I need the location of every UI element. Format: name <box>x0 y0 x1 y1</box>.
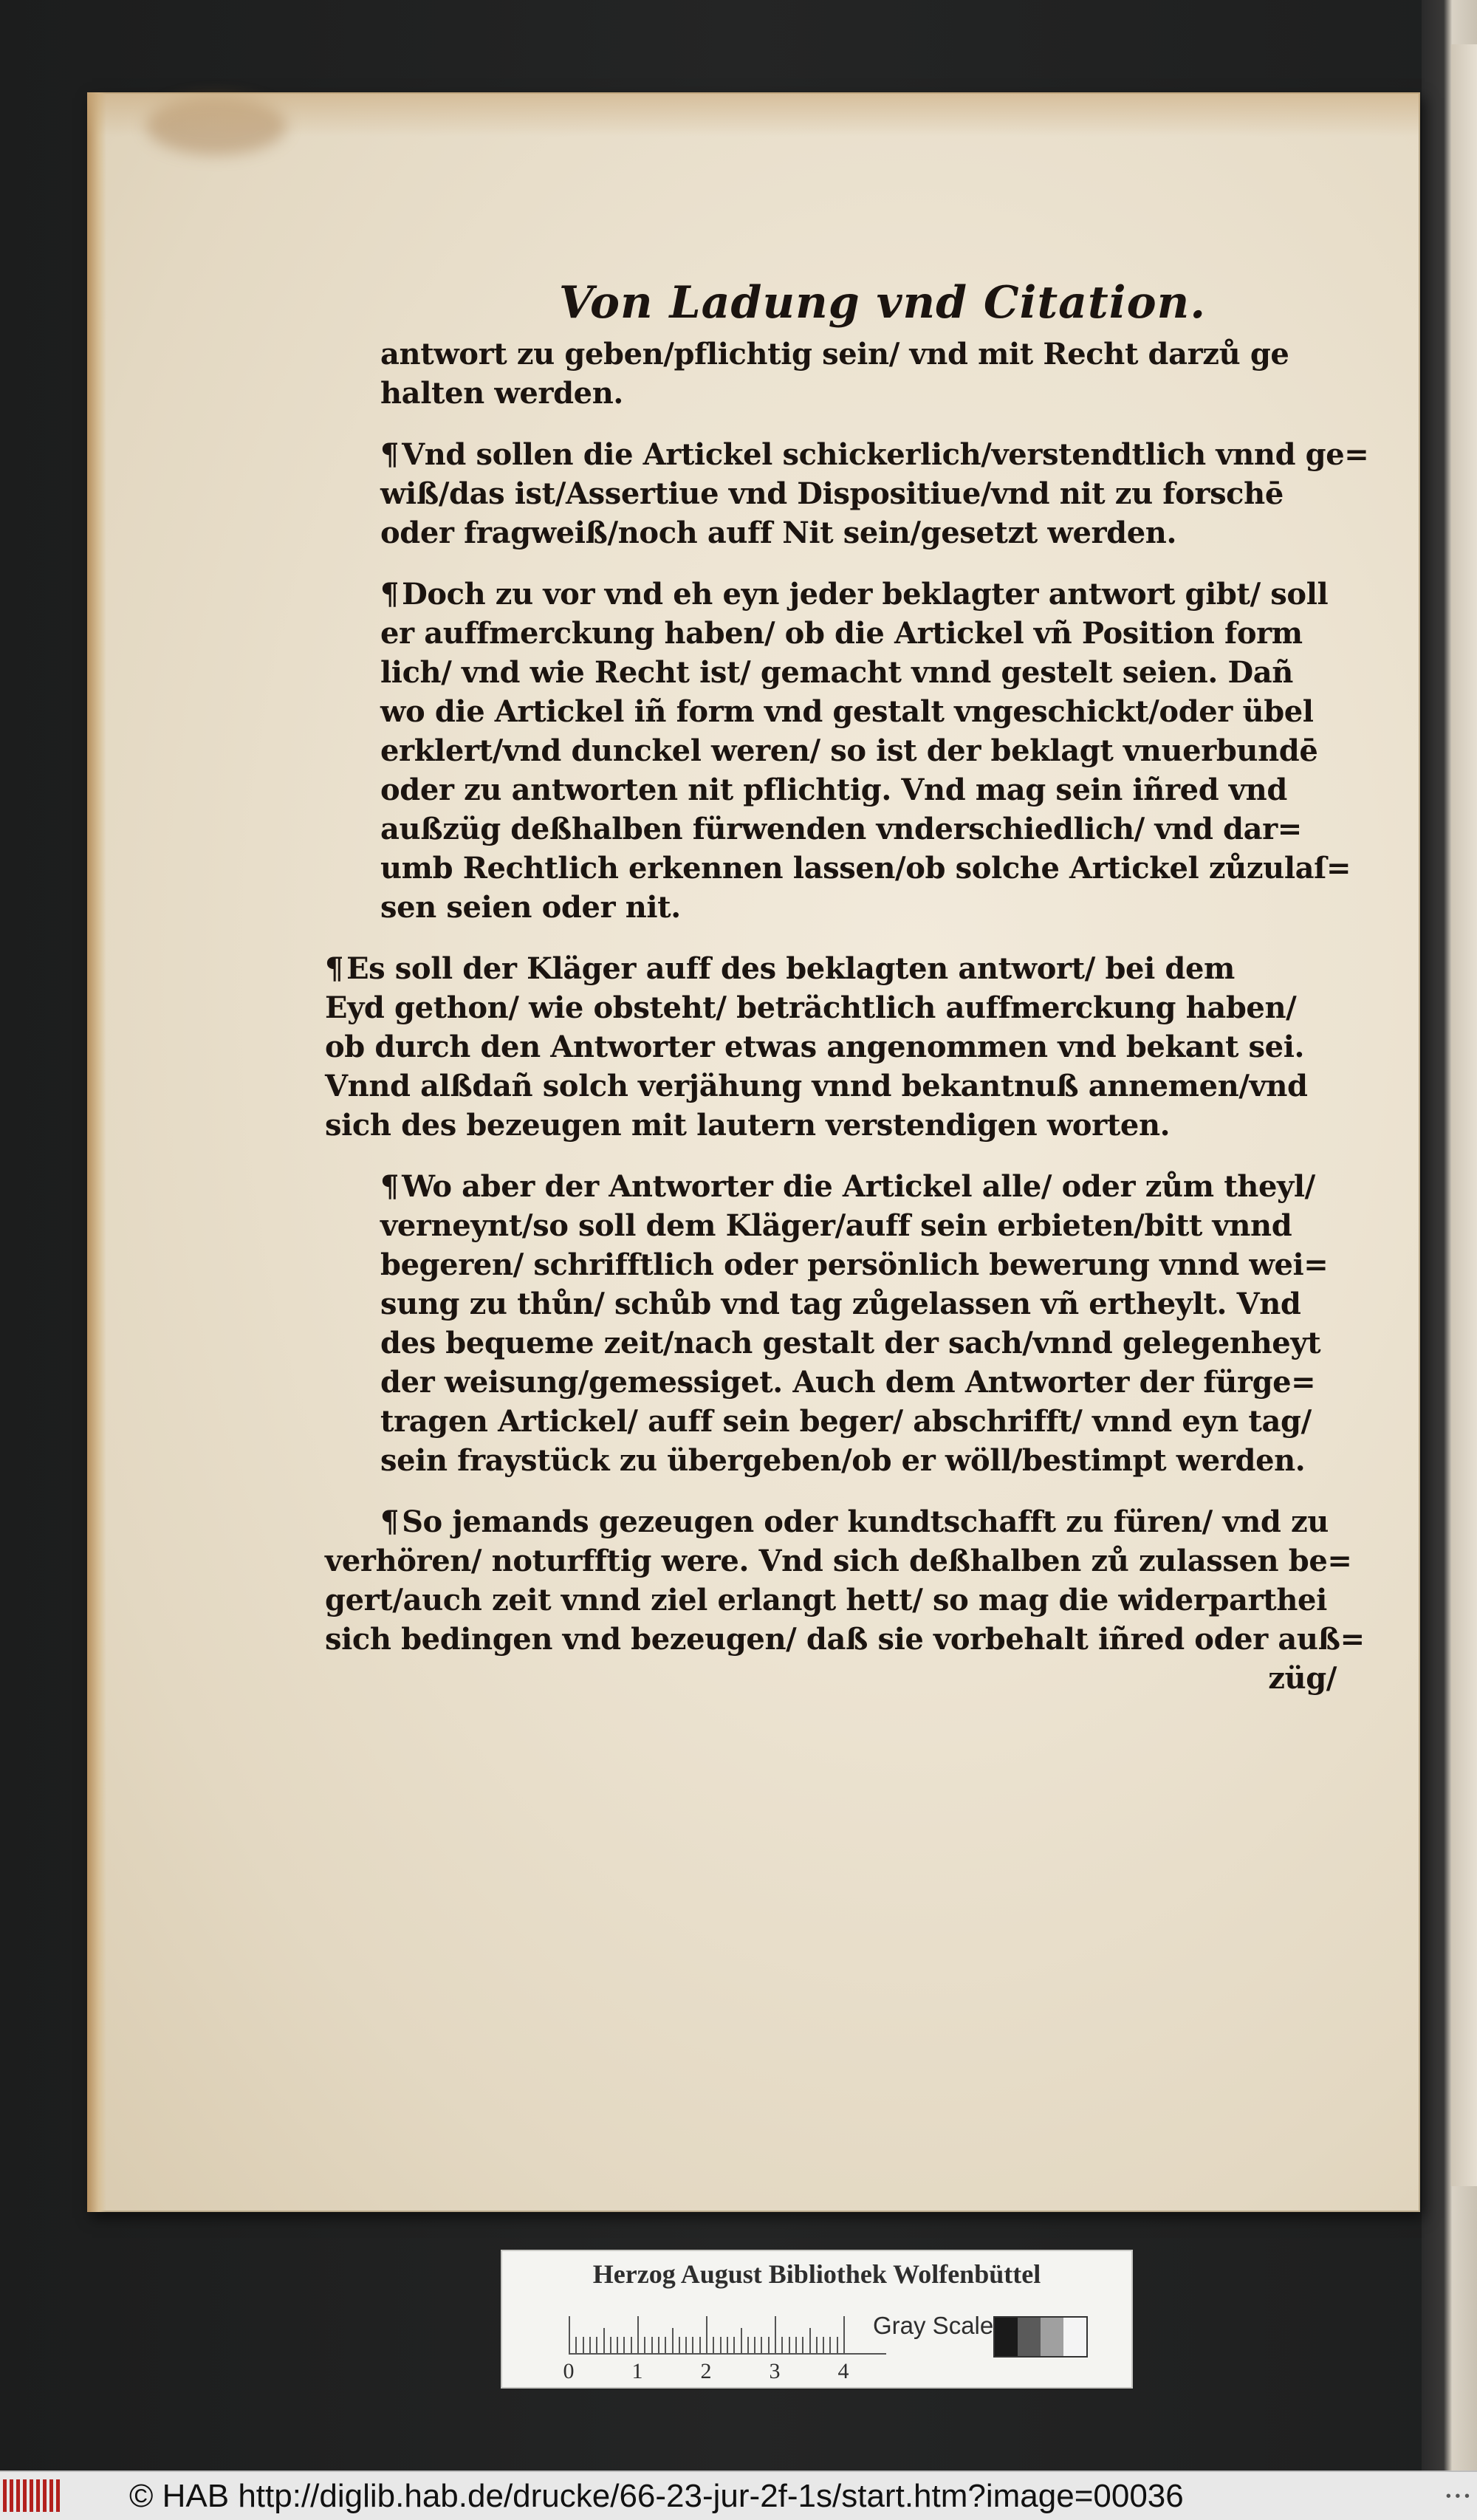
text-line: gert/auch zeit vnnd ziel erlangt hett/ so mag die widerparthei <box>325 1583 1327 1617</box>
paragraph-5 <box>325 1167 1337 1480</box>
ruler-scale <box>569 2315 886 2355</box>
text-line: sung zu thůn/ schůb vnd tag zůgelassen vñ ertheylt. Vnd <box>380 1287 1301 1321</box>
gray-scale-label: Gray Scale <box>873 2312 994 2339</box>
ruler-tick <box>637 2316 639 2353</box>
ruler-tick <box>843 2316 845 2353</box>
ruler-tick <box>679 2337 680 2353</box>
ruler-tick <box>583 2337 584 2353</box>
ruler-tick <box>802 2337 803 2353</box>
ruler-tick <box>741 2328 742 2353</box>
library-name: Herzog August Bibliothek Wolfenbüttel <box>592 2259 1041 2289</box>
ruler-number: 3 <box>769 2359 781 2383</box>
text-line: des bequeme zeit/nach gestalt der sach/vnnd gelegenheyt <box>380 1326 1321 1360</box>
ruler-tick <box>658 2337 659 2353</box>
ruler-tick <box>829 2337 831 2353</box>
ruler-tick <box>699 2337 701 2353</box>
ruler-tick <box>795 2337 797 2353</box>
color-calibration-bar <box>501 2250 1133 2389</box>
text-line: Eyd gethon/ wie obsteht/ beträchtlich auffmerckung haben/ <box>325 990 1297 1025</box>
ruler-tick <box>623 2337 625 2353</box>
gray-scale-swatches <box>993 2316 1088 2358</box>
ruler-tick <box>665 2337 666 2353</box>
hab-logo-icon <box>3 2479 62 2512</box>
ruler-tick <box>706 2316 707 2353</box>
ruler-tick <box>733 2337 735 2353</box>
ruler-tick <box>727 2337 728 2353</box>
text-line: ¶ Vnd sollen die Artickel schickerlich/verstendtlich vnnd ge= <box>380 437 1369 472</box>
text-line: sen seien oder nit. <box>380 890 681 925</box>
ruler-number: 4 <box>837 2359 849 2383</box>
text-line: wo die Artickel iñ form vnd gestalt vngeschickt/oder übel <box>380 694 1314 729</box>
ruler-tick <box>781 2337 783 2353</box>
text-line: tragen Artickel/ auff sein beger/ abschrifft/ vnnd eyn tag/ <box>380 1404 1312 1439</box>
ruler-tick <box>575 2337 577 2353</box>
footer-dots: • • • <box>1445 2488 1470 2504</box>
text-line: erklert/vnd dunckel weren/ so ist der beklagt vnuerbundē <box>380 733 1318 768</box>
ruler-tick <box>816 2337 818 2353</box>
text-line: wiß/das ist/Assertiue vnd Dispositiue/vnd nit zu forschē <box>380 476 1284 511</box>
text-line: oder zu antworten nit pflichtig. Vnd mag sein iñred vnd <box>380 773 1287 807</box>
text-line: halten werden. <box>380 376 623 411</box>
next-page-edge <box>1422 0 1477 2471</box>
text-line: außzüg deßhalben fürwenden vnderschiedlich/ vnd dar= <box>380 812 1302 846</box>
ruler-tick <box>589 2337 591 2353</box>
ruler-tick <box>747 2337 749 2353</box>
text-line: sein fraystück zu übergeben/ob er wöll/bestimpt werden. <box>380 1443 1306 1478</box>
text-line: er auffmerckung haben/ ob die Artickel vñ Position form <box>380 616 1303 651</box>
ruler-tick <box>692 2337 693 2353</box>
ruler-tick <box>768 2337 770 2353</box>
footer-citation[interactable]: © HAB http://diglib.hab.de/drucke/66-23-jur-2f-1s/start.htm?image=00036 <box>129 2478 1184 2514</box>
ruler-tick <box>720 2337 722 2353</box>
ruler-tick <box>775 2316 776 2353</box>
pilcrow-icon: ¶ <box>380 1169 400 1204</box>
text-line: umb Rechtlich erkennen lassen/ob solche Artickel zůzulaſ= <box>380 851 1351 886</box>
text-line: lich/ vnd wie Recht ist/ gemacht vnnd gestelt seien. Dañ <box>380 655 1293 690</box>
ruler-tick <box>713 2337 714 2353</box>
pilcrow-icon: ¶ <box>380 1504 400 1539</box>
gray-swatch <box>1018 2318 1041 2356</box>
ruler-tick <box>809 2328 811 2353</box>
ruler-tick <box>672 2328 674 2353</box>
paragraph-4 <box>325 949 1337 1145</box>
pilcrow-icon: ¶ <box>380 577 400 612</box>
gray-swatch <box>1041 2318 1063 2356</box>
page-heading: Von Ladung vnd Citation. <box>558 277 1207 329</box>
ruler-tick <box>685 2337 687 2353</box>
text-line: Vnnd alßdañ solch verjähung vnnd bekantnuß annemen/vnd <box>325 1069 1308 1103</box>
text-line: ¶ Doch zu vor vnd eh eyn jeder beklagter antwort gibt/ soll <box>380 577 1329 612</box>
ruler-tick <box>569 2316 570 2353</box>
ruler-number: 1 <box>631 2359 643 2383</box>
text-line: sich des bezeugen mit lautern verstendigen worten. <box>325 1108 1171 1143</box>
text-line: begeren/ schrifftlich oder persönlich bewerung vnnd wei= <box>380 1247 1329 1282</box>
ruler-tick <box>761 2337 762 2353</box>
text-line: der weisung/gemessiget. Auch dem Antworter der fürge= <box>380 1365 1316 1400</box>
catchword: züg/ <box>1268 1661 1337 1696</box>
pilcrow-icon: ¶ <box>380 437 400 472</box>
gray-swatch <box>1063 2318 1086 2356</box>
page-stain <box>146 96 287 155</box>
ruler-tick <box>789 2337 790 2353</box>
paragraph-2 <box>325 435 1369 552</box>
page-text <box>325 277 1369 1698</box>
ruler-tick <box>754 2337 755 2353</box>
gray-swatch <box>995 2318 1018 2356</box>
ruler-tick <box>644 2337 645 2353</box>
paragraph-6 <box>325 1502 1365 1698</box>
text-line: oder fragweiß/noch auff Nit sein/gesetzt werden. <box>380 516 1176 550</box>
ruler-tick <box>631 2337 632 2353</box>
ruler-number: 2 <box>700 2359 712 2383</box>
pilcrow-icon: ¶ <box>325 951 344 986</box>
text-line: antwort zu geben/pflichtig sein/ vnd mit Recht darzů ge <box>380 337 1289 372</box>
text-line: ob durch den Antworter etwas angenommen vnd bekant sei. <box>325 1030 1305 1064</box>
ruler-tick <box>596 2337 597 2353</box>
paragraph-1 <box>325 335 1337 413</box>
ruler-tick <box>603 2328 605 2353</box>
ruler-number: 0 <box>563 2359 575 2383</box>
ruler-tick <box>617 2337 618 2353</box>
text-line: ¶ So jemands gezeugen oder kundtschafft zu füren/ vnd zu <box>380 1504 1329 1539</box>
text-line: verneynt/so soll dem Kläger/auff sein erbieten/bitt vnnd <box>380 1208 1292 1243</box>
ruler-tick <box>837 2337 838 2353</box>
text-line: verhören/ noturfftig were. Vnd sich deßhalben zů zulassen be= <box>325 1544 1352 1578</box>
text-line: sich bedingen vnd bezeugen/ daß sie vorbehalt iñred oder auß= <box>325 1622 1365 1657</box>
ruler-tick <box>651 2337 653 2353</box>
ruler-tick <box>610 2337 611 2353</box>
text-line: ¶ Es soll der Kläger auff des beklagten antwort/ bei dem <box>325 951 1235 986</box>
paragraph-3 <box>325 575 1351 927</box>
footer-bar <box>0 2471 1477 2520</box>
ruler-tick <box>823 2337 824 2353</box>
text-line: ¶ Wo aber der Antworter die Artickel alle/ oder zům theyl/ <box>380 1169 1315 1204</box>
